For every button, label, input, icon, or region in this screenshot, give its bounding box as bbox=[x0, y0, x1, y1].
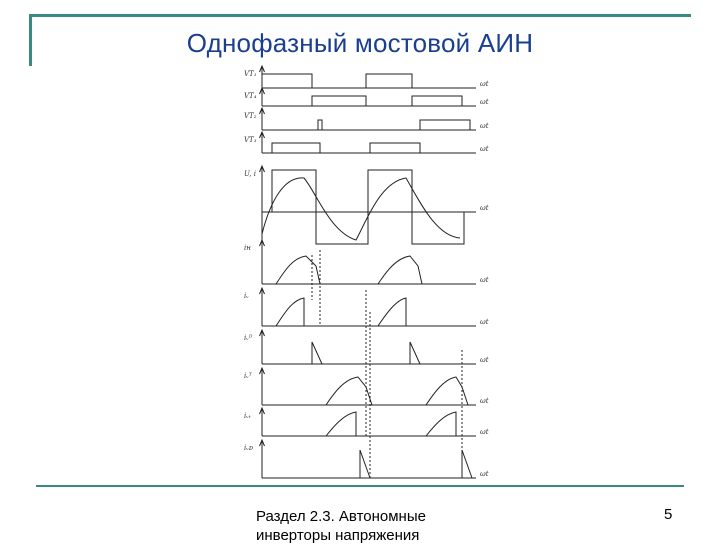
transistor-current-1 bbox=[276, 298, 406, 326]
pulse-vt2 bbox=[262, 120, 476, 130]
transistor-current-2 bbox=[326, 377, 468, 405]
footer-divider bbox=[36, 485, 684, 487]
label-ivt1: iᵥ bbox=[244, 292, 249, 300]
axis-label-vt3: ωt bbox=[480, 145, 489, 153]
axis-label-ivd1: ωt bbox=[480, 356, 489, 364]
page-number: 5 bbox=[664, 506, 673, 523]
axis-label-vt1: ωt bbox=[480, 80, 489, 88]
pulse-vt3 bbox=[262, 143, 476, 153]
diode-current-2 bbox=[360, 450, 472, 478]
axis-label-ivt3: ωt bbox=[480, 428, 489, 436]
axis-label-ivd2: ωt bbox=[480, 470, 489, 478]
label-vt4: VT₄ bbox=[244, 92, 257, 100]
label-ivt2: iᵥᵀ bbox=[244, 372, 252, 380]
axis-label-vt4: ωt bbox=[480, 98, 489, 106]
label-ivd2: iᵥᴅ bbox=[244, 444, 253, 452]
label-ivd1: iᵥᴰ bbox=[244, 334, 253, 342]
load-current-pulses bbox=[276, 256, 422, 284]
pulse-vt1 bbox=[262, 74, 476, 88]
pulse-vt4 bbox=[262, 96, 476, 106]
axis-label-ivt1: ωt bbox=[480, 318, 489, 326]
axis-label-u: ωt bbox=[480, 204, 489, 212]
label-ivt3: iᵥₜ bbox=[244, 412, 251, 420]
axis-label-vt2: ωt bbox=[480, 122, 489, 130]
label-vt3: VT₃ bbox=[244, 136, 257, 144]
axis-label-ivt2: ωt bbox=[480, 397, 489, 405]
label-u: U, i bbox=[244, 170, 256, 178]
label-vt2: VT₂ bbox=[244, 112, 257, 120]
label-id: iн bbox=[244, 244, 251, 252]
slide-title: Однофазный мостовой АИН bbox=[186, 28, 534, 58]
label-vt1: VT₁ bbox=[244, 70, 257, 78]
diode-current-1 bbox=[312, 342, 420, 364]
axis-label-id: ωt bbox=[480, 276, 489, 284]
footer-caption: Раздел 2.3. Автономные инверторы напряжения bbox=[256, 508, 426, 544]
output-voltage-square bbox=[262, 170, 464, 244]
load-current-curve bbox=[262, 178, 460, 240]
transistor-current-3 bbox=[326, 412, 456, 436]
